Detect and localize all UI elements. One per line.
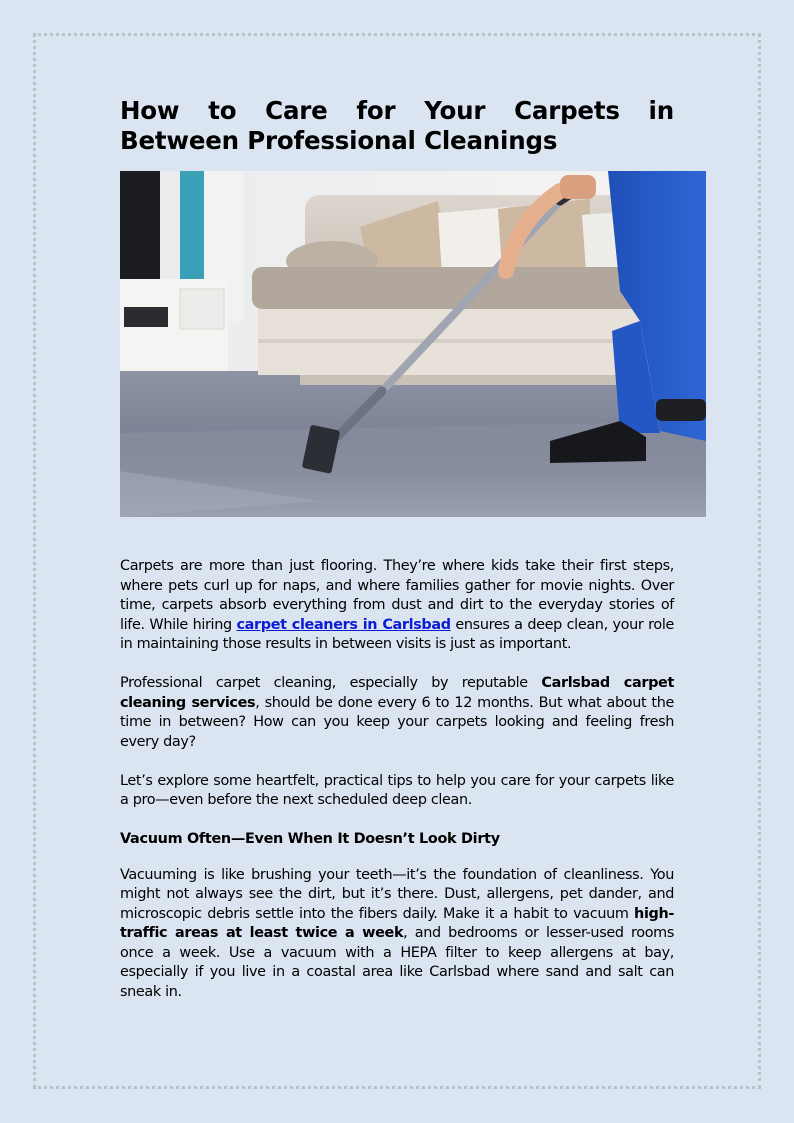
hero-image — [120, 171, 706, 517]
carpet-cleaners-link[interactable]: carpet cleaners in Carlsbad — [236, 616, 451, 633]
section-heading-vacuum: Vacuum Often—Even When It Doesn’t Look Dirty — [120, 831, 500, 847]
vacuum-paragraph: Vacuuming is like brushing your teeth—it’s the foundation of cleanliness. You might not always see the dirt, but it’s there. Dust, allergens, pet dander, and microscopic debris settle into the fibers daily. Make it a habit to vacuum high-traffic areas at least twice a week, and bedrooms or lesser-used rooms once a week. Use a vacuum with a HEPA filter to keep allergens at bay, especially if you live in a coastal area like Carlsbad where sand and salt can sneak in. — [120, 866, 674, 1000]
tips-intro-paragraph: Let’s explore some heartfelt, practical tips to help you care for your carpets like a pro—even before the next scheduled deep clean. — [120, 772, 674, 808]
intro-paragraph: Carpets are more than just flooring. They’re where kids take their first steps, where pets curl up for naps, and where families gather for movie nights. Over time, carpets absorb everything from dust and dirt to the everyday stories of life. While hiring carpet cleaners in Carlsbad ensures a deep clean, your role in maintaining those results in between visits is just as important. — [120, 558, 674, 652]
article — [120, 96, 674, 1022]
professional-cleaning-paragraph: Professional carpet cleaning, especially by reputable Carlsbad carpet cleaning services, should be done every 6 to 12 months. But what about the time in between? How can you keep your carpets looking and feeling fresh every day? — [120, 675, 674, 750]
vacuum-emphasis: high-traffic areas at least twice a week — [120, 905, 674, 941]
article-title: How to Care for Your Carpets in Between Professional Cleanings — [120, 96, 674, 155]
services-emphasis: Carlsbad carpet cleaning services — [120, 675, 674, 711]
